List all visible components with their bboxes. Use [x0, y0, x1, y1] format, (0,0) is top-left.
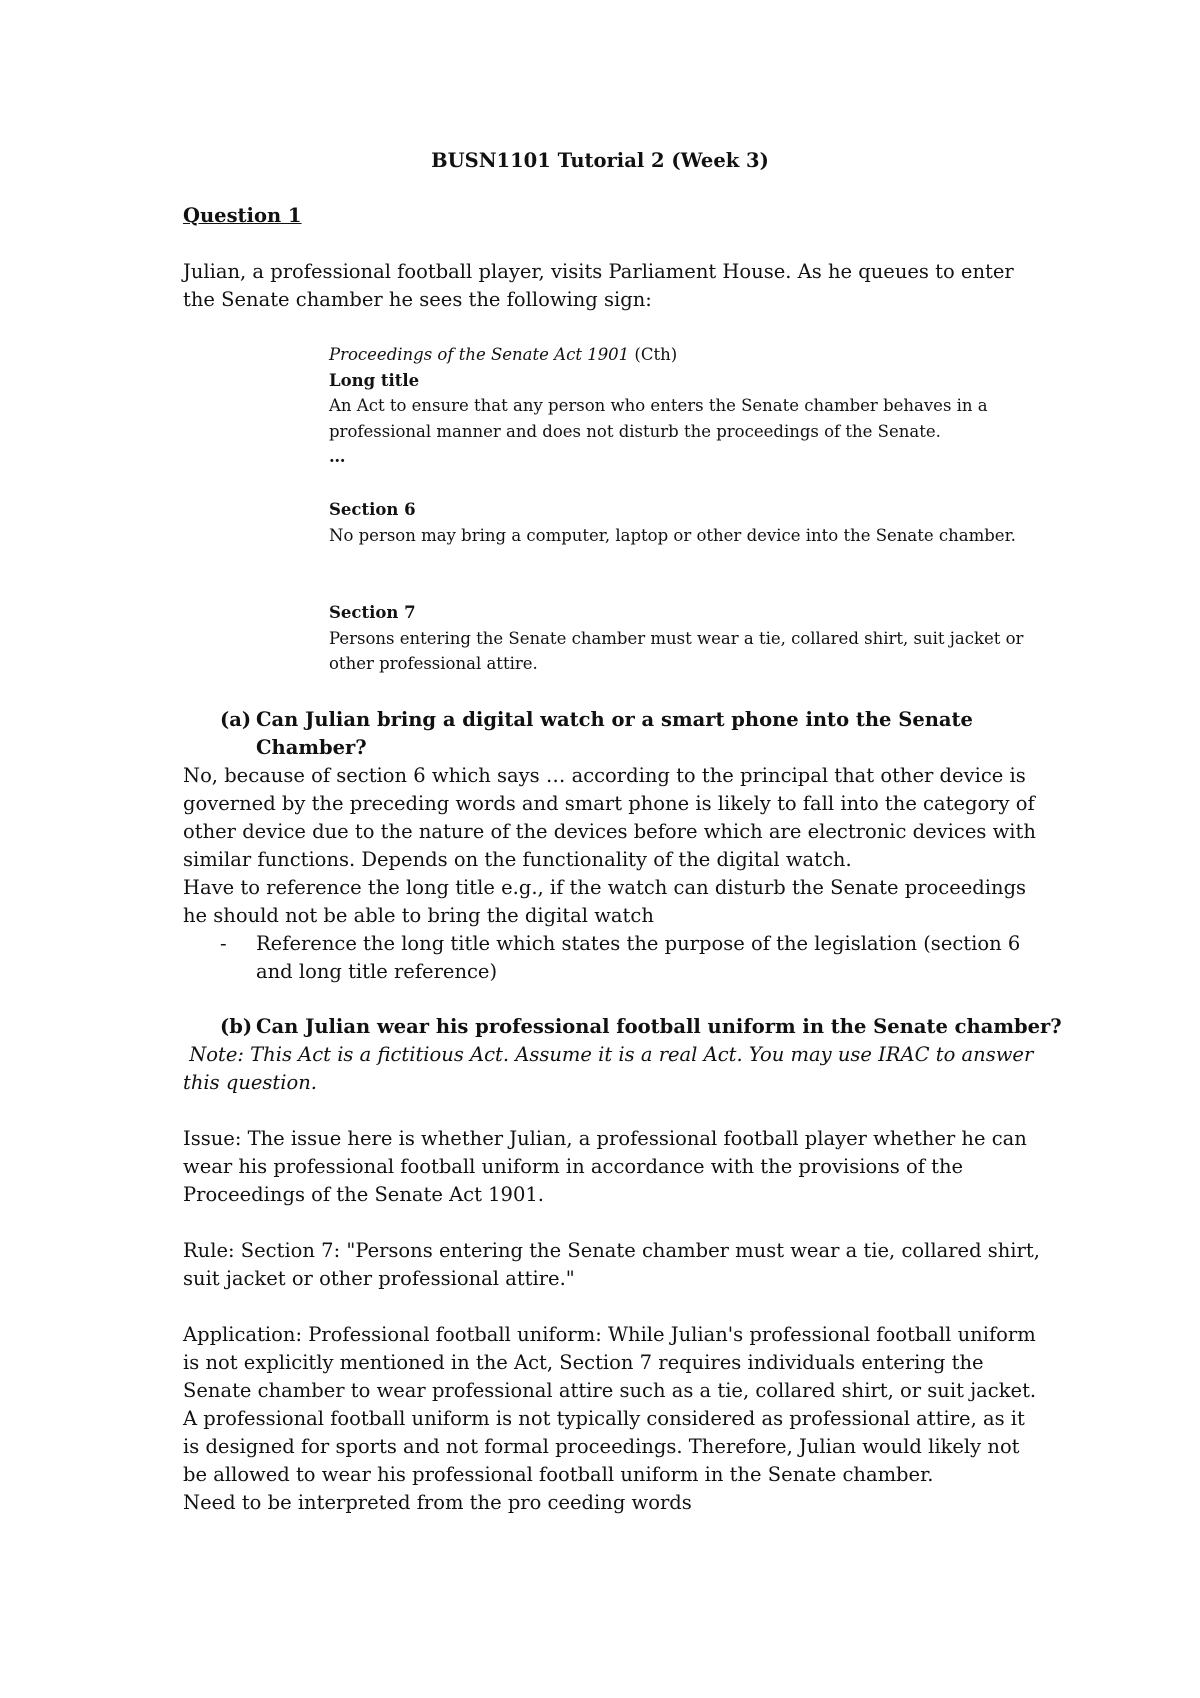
part-a-answer-2: Have to reference the long title e.g., if the watch can disturb the Senate proceedings he should not be able to bring the digital watch — [183, 876, 1027, 927]
act-jurisdiction: (Cth) — [629, 345, 678, 364]
part-a-answer-1: No, because of section 6 which says … according to the principal that other device is governed by the preceding words and smart phone is likely to fall into the category of other device due to the nature of the devices before which are electronic devices with similar functions. Depends on the functionality of the digital watch. — [183, 764, 1036, 871]
section-6-text: No person may bring a computer, laptop or other device into the Senate chamber. — [329, 525, 1016, 545]
part-a-question-line2: Chamber? — [256, 736, 367, 759]
part-b-question — [220, 1013, 1080, 1041]
part-a-bullet — [220, 930, 1040, 986]
act-name: Proceedings of the Senate Act 1901 — [329, 345, 630, 364]
section-6-heading: Section 6 — [329, 500, 416, 519]
page-title: BUSN1101 Tutorial 2 (Week 3) — [431, 149, 769, 172]
part-b-question-text: Can Julian wear his professional football uniform in the Senate chamber? — [256, 1015, 1062, 1038]
irac-application: Application: Professional football uniform: While Julian's professional football uniform is not explicitly mentioned in the Act, Section 7 requires individuals entering the Senate chamber to wear professional attire such as a tie, collared shirt, or suit jacket. A professional football uniform is not typically considered as professional attire, as it is designed for sports and not formal proceedings. Therefore, Julian would likely not be allowed to wear his professional football uniform in the Senate chamber. — [183, 1323, 1037, 1486]
question-1-heading: Question 1 — [183, 204, 302, 227]
section-7-block — [329, 600, 1049, 677]
part-a-question-line1: Can Julian bring a digital watch or a smart phone into the Senate — [256, 708, 973, 731]
irac-issue: Issue: The issue here is whether Julian, a professional football player whether he can wear his professional football uniform in accordance with the provisions of the Proceedings of the Senate Act 1901. — [183, 1127, 1027, 1206]
act-title-line — [329, 342, 1049, 368]
part-a-bullet-text: Reference the long title which states the purpose of the legislation (section 6 and long title reference) — [256, 932, 1021, 983]
act-sign — [329, 342, 1049, 470]
part-b-label: (b) — [220, 1015, 253, 1038]
irac-rule: Rule: Section 7: "Persons entering the Senate chamber must wear a tie, collared shirt, suit jacket or other professional attire." — [183, 1239, 1040, 1290]
intro-paragraph: Julian, a professional football player, visits Parliament House. As he queues to enter the Senate chamber he sees the following sign: — [183, 260, 1014, 311]
section-7-heading: Section 7 — [329, 603, 416, 622]
part-b-note: Note: This Act is a fictitious Act. Assume it is a real Act. You may use IRAC to answer this question. — [183, 1043, 1040, 1094]
section-7-text: Persons entering the Senate chamber must wear a tie, collared shirt, suit jacket or other professional attire. — [329, 628, 1024, 673]
part-a-question — [220, 706, 1040, 762]
irac-application-note: Need to be interpreted from the pro ceeding words — [183, 1491, 692, 1514]
bullet-dash: - — [220, 932, 227, 955]
section-6-block — [329, 497, 1049, 548]
part-a-label: (a) — [220, 708, 252, 731]
long-title-heading: Long title — [329, 370, 420, 390]
long-title-text: An Act to ensure that any person who enters the Senate chamber behaves in a professional manner and does not disturb the proceedings of the Senate. — [329, 396, 988, 441]
sign-ellipsis: … — [329, 447, 346, 466]
